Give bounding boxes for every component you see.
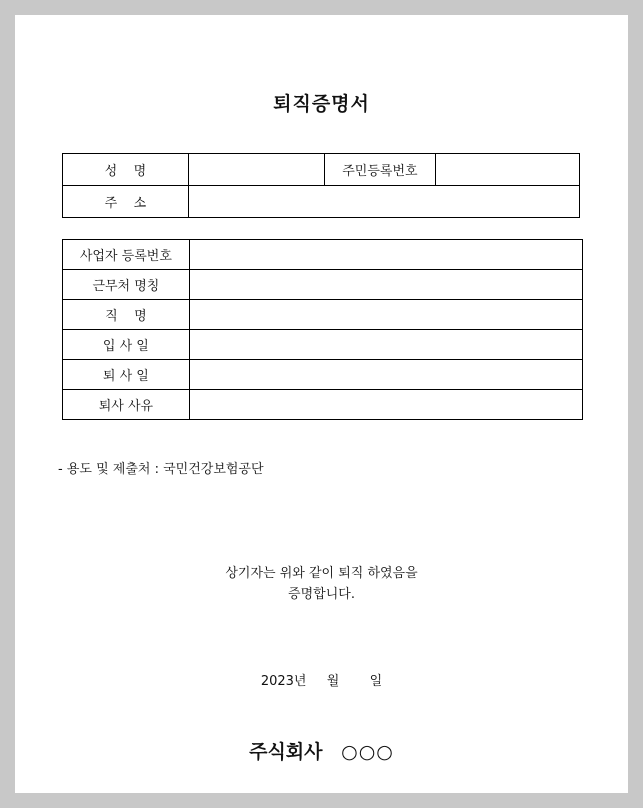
- statement-line-2: 증명합니다.: [288, 587, 355, 602]
- statement: [15, 563, 628, 605]
- resident-no-label: 주민등록번호: [324, 154, 436, 186]
- name-row: [63, 154, 580, 186]
- document-title: 퇴직증명서: [273, 93, 370, 115]
- address-field[interactable]: [188, 186, 579, 218]
- leave-reason-field[interactable]: [189, 390, 582, 420]
- business-reg-row: [63, 240, 583, 270]
- personal-info-table: [62, 153, 580, 218]
- leave-date-field[interactable]: [189, 360, 582, 390]
- issue-date: [15, 670, 628, 689]
- employment-info-table: [62, 239, 583, 420]
- statement-line-1: 상기자는 위와 같이 퇴직 하였음을: [225, 566, 418, 581]
- leave-date-label: 퇴 사 일: [63, 360, 190, 390]
- business-reg-label: 사업자 등록번호: [63, 240, 190, 270]
- address-row: [63, 186, 580, 218]
- workplace-field[interactable]: [189, 270, 582, 300]
- position-row: [63, 300, 583, 330]
- leave-reason-label: 퇴사 사유: [63, 390, 190, 420]
- leave-date-row: [63, 360, 583, 390]
- leave-reason-row: [63, 390, 583, 420]
- certificate-page: [15, 15, 628, 793]
- usage-note: - 용도 및 제출처 : 국민건강보험공단: [58, 462, 264, 477]
- date-month: 월: [326, 674, 340, 689]
- join-date-row: [63, 330, 583, 360]
- workplace-row: [63, 270, 583, 300]
- company-name: 주식회사: [249, 741, 323, 763]
- date-day: 일: [369, 674, 383, 689]
- date-year: 2023년: [260, 674, 307, 689]
- join-date-field[interactable]: [189, 330, 582, 360]
- business-reg-field[interactable]: [189, 240, 582, 270]
- workplace-label: 근무처 명칭: [63, 270, 190, 300]
- position-field[interactable]: [189, 300, 582, 330]
- resident-no-field[interactable]: [436, 154, 580, 186]
- name-field[interactable]: [188, 154, 324, 186]
- name-label: 성 명: [63, 154, 189, 186]
- company-placeholder: ○○○: [341, 741, 394, 763]
- position-label: 직 명: [63, 300, 190, 330]
- join-date-label: 입 사 일: [63, 330, 190, 360]
- address-label: 주 소: [63, 186, 189, 218]
- company-signature: [15, 737, 628, 764]
